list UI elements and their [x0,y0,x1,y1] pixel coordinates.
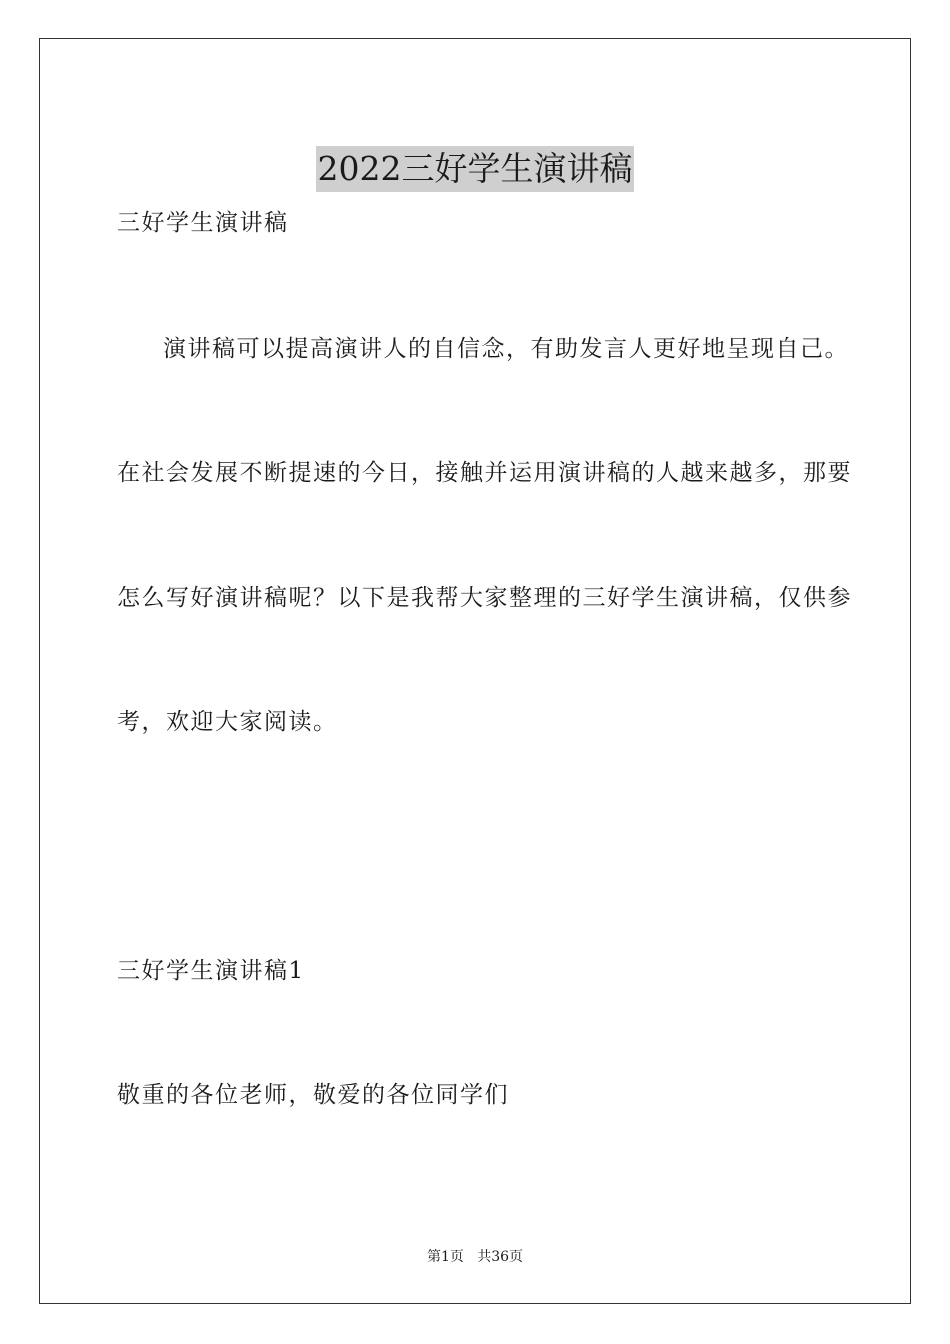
page-number-footer: 第1页 共36页 [426,1249,524,1265]
intro-line: 演讲稿可以提高演讲人的自信念，有助发言人更好地呈现自己。 [163,336,849,362]
salutation: 敬重的各位老师，敬爱的各位同学们 [117,1082,509,1108]
document-subtitle: 三好学生演讲稿 [117,210,289,236]
section-heading: 三好学生演讲稿1 [117,958,305,984]
intro-line: 怎么写好演讲稿呢？以下是我帮大家整理的三好学生演讲稿，仅供参 [117,585,852,611]
document-title: 2022三好学生演讲稿 [316,146,635,192]
intro-line: 考，欢迎大家阅读。 [117,709,338,735]
title-container [0,124,950,214]
intro-line: 在社会发展不断提速的今日，接触并运用演讲稿的人越来越多，那要 [117,460,852,486]
